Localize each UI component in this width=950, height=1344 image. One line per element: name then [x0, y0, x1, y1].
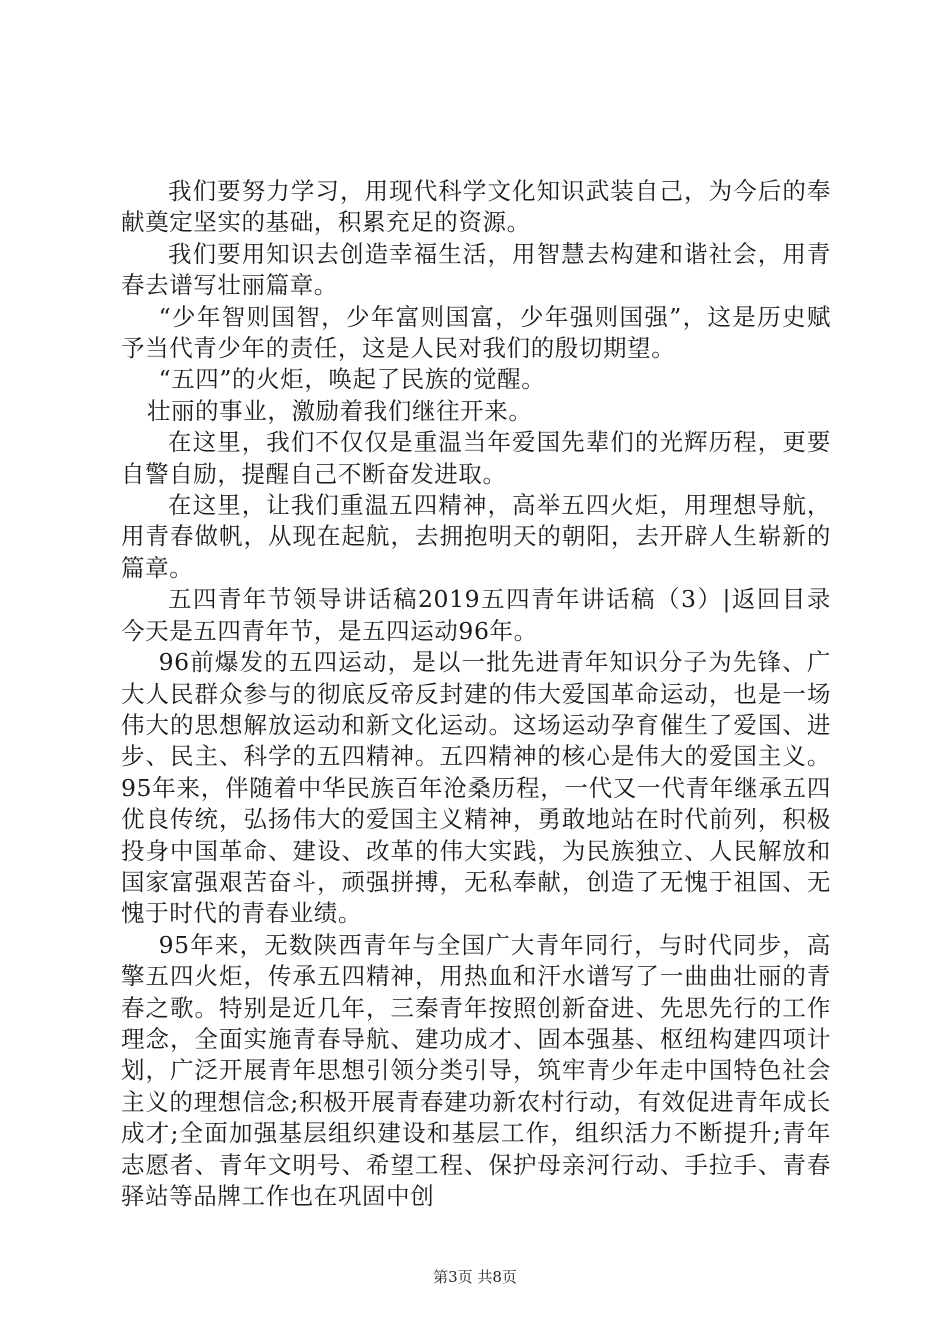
- paragraph-torch: “五四”的火炬，唤起了民族的觉醒。: [158, 365, 546, 394]
- page-number-footer: 第3页 共8页: [433, 1268, 517, 1286]
- document-body: [121, 176, 831, 1212]
- paragraph-knowledge: 我们要用知识去创造幸福生活，用智慧去构建和谐社会，用青春去谱写壮丽篇章。: [121, 239, 831, 300]
- paragraph-here-spirit: 在这里，让我们重温五四精神，高举五四火炬，用理想导航，用青春做帆，从现在起航，去拥抱明天的朝阳，去开辟人生崭新的篇章。: [121, 491, 831, 582]
- paragraph-speech-title: 五四青年节领导讲话稿2019五四青年讲话稿（3）|返回目录今天是五四青年节，是五四运动96年。: [121, 585, 831, 645]
- paragraph-study: 我们要努力学习，用现代科学文化知识武装自己，为今后的奉献奠定坚实的基础，积累充足的资源。: [121, 177, 831, 237]
- paragraph-cause: 壮丽的事业，激励着我们继往开来。: [146, 396, 533, 425]
- paragraph-shaanxi-youth: 95年来，无数陕西青年与全国广大青年同行，与时代同步，高擎五四火炬，传承五四精神，用热血和汗水谱写了一曲曲壮丽的青春之歌。特别是近几年，三秦青年按照创新奋进、先思先行的工作理念，全面实施青春导航、建功成才、固本强基、枢纽构建四项计划，广泛开展青年思想引领分类引导，筑牢青少年走中国特色社会主义的理想信念;积极开展青春建功新农村行动，有效促进青年成长成才;全面加强基层组织建设和基层工作，组织活力不断提升;青年志愿者、青年文明号、希望工程、保护母亲河行动、手拉手、青春驿站等品牌工作也在巩固中创: [121, 930, 831, 1210]
- paragraph-quote: “少年智则国智，少年富则国富，少年强则国强”，这是历史赋予当代青少年的责任，这是人民对我们的殷切期望。: [121, 302, 831, 363]
- paragraph-may-fourth-movement: 96前爆发的五四运动，是以一批先进青年知识分子为先锋、广大人民群众参与的彻底反帝反封建的伟大爱国革命运动，也是一场伟大的思想解放运动和新文化运动。这场运动孕育催生了爱国、进步、民主、科学的五四精神。五四精神的核心是伟大的爱国主义。95年来，伴随着中华民族百年沧桑历程，一代又一代青年继承五四优良传统，弘扬伟大的爱国主义精神，勇敢地站在时代前列，积极投身中国革命、建设、改革的伟大实践，为民族独立、人民解放和国家富强艰苦奋斗，顽强拼搏，无私奉献，创造了无愧于祖国、无愧于时代的青春业绩。: [121, 648, 831, 928]
- paragraph-here-review: 在这里，我们不仅仅是重温当年爱国先辈们的光辉历程，更要自警自励，提醒自己不断奋发进取。: [121, 428, 831, 488]
